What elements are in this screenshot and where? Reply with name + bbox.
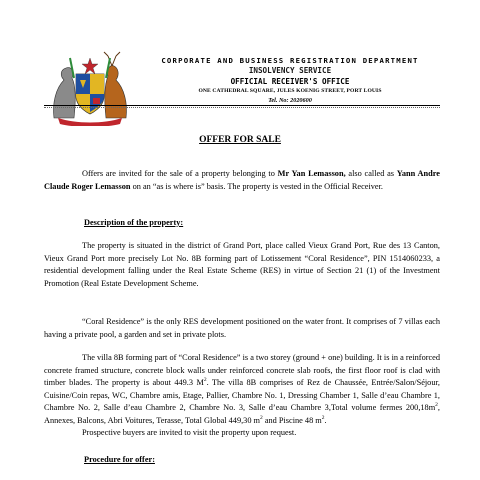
coat-of-arms-icon xyxy=(46,48,134,126)
description-paragraph-development: “Coral Residence” is the only RES development positioned on the water front. It comprises of 7 villas each having a private pool, a garden and set in private plots. xyxy=(44,317,440,339)
visit-paragraph: Prospective buyers are invited to visit the property upon request. xyxy=(82,428,297,437)
department-name: CORPORATE AND BUSINESS REGISTRATION DEPARTMENT xyxy=(161,56,419,65)
description-paragraph-villa: The villa 8B forming part of “Coral Residence” is a two storey (ground + one) building. It is in a reinforced concrete framed structure, concrete block walls under reinforced concrete slab roofs, the first floor roof is clad with timber blades. The property is about 449.3 $M^2$. The villa 8B comprises of Rez de Chaussée, Entrée/Salon/Séjour, Cuisine/Coin repas, WC, Chambre amis, Etage, Pallier, Chambre No. 1, Dressing Chamber 1, Salle d’eau Chambre 1, Chambre No. 2, Salle d’eau Chambre 2, Chambre No. 3, Salle d’eau Chambre 3,Total volume fermes $200,18m^2$, Annexes, Balcons, Abri Voitures, Terasse, Total Global 449,30 $m^2$ and Piscine 48 $m^2$. xyxy=(44,353,440,425)
office-telephone: Tel. No: 2020600 xyxy=(268,97,312,104)
procedure-heading: Procedure for offer: xyxy=(84,455,155,464)
office-address: ONE CATHEDRAL SQUARE, JULES KOENIG STREET, PORT LOUIS xyxy=(198,88,382,94)
header-divider-dotted xyxy=(44,107,440,108)
document-title: OFFER FOR SALE xyxy=(199,135,281,145)
intro-paragraph: Offers are invited for the sale of a property belonging to Mr Yan Lemasson, also called as Yann Andre Claude Roger Lemasson on an “as is where is” basis. The property is vested in the Official Receiver. xyxy=(44,169,440,191)
description-heading: Description of the property: xyxy=(84,218,184,227)
description-paragraph-location: The property is situated in the district of Grand Port, place called Vieux Grand Port, Rue des 13 Canton, Vieux Grand Port more precisely Lot No. 8B forming part of Lotissement “Coral Residence”, PIN 1514060233, a residential development falling under the Real Estate Scheme (RES) in virtue of Section 21 (1) of the Investment Promotion (Real Estate Development Scheme. xyxy=(44,241,440,288)
office-name: OFFICIAL RECEIVER'S OFFICE xyxy=(230,77,350,86)
service-name: INSOLVENCY SERVICE xyxy=(248,66,332,75)
header-divider xyxy=(44,105,440,106)
